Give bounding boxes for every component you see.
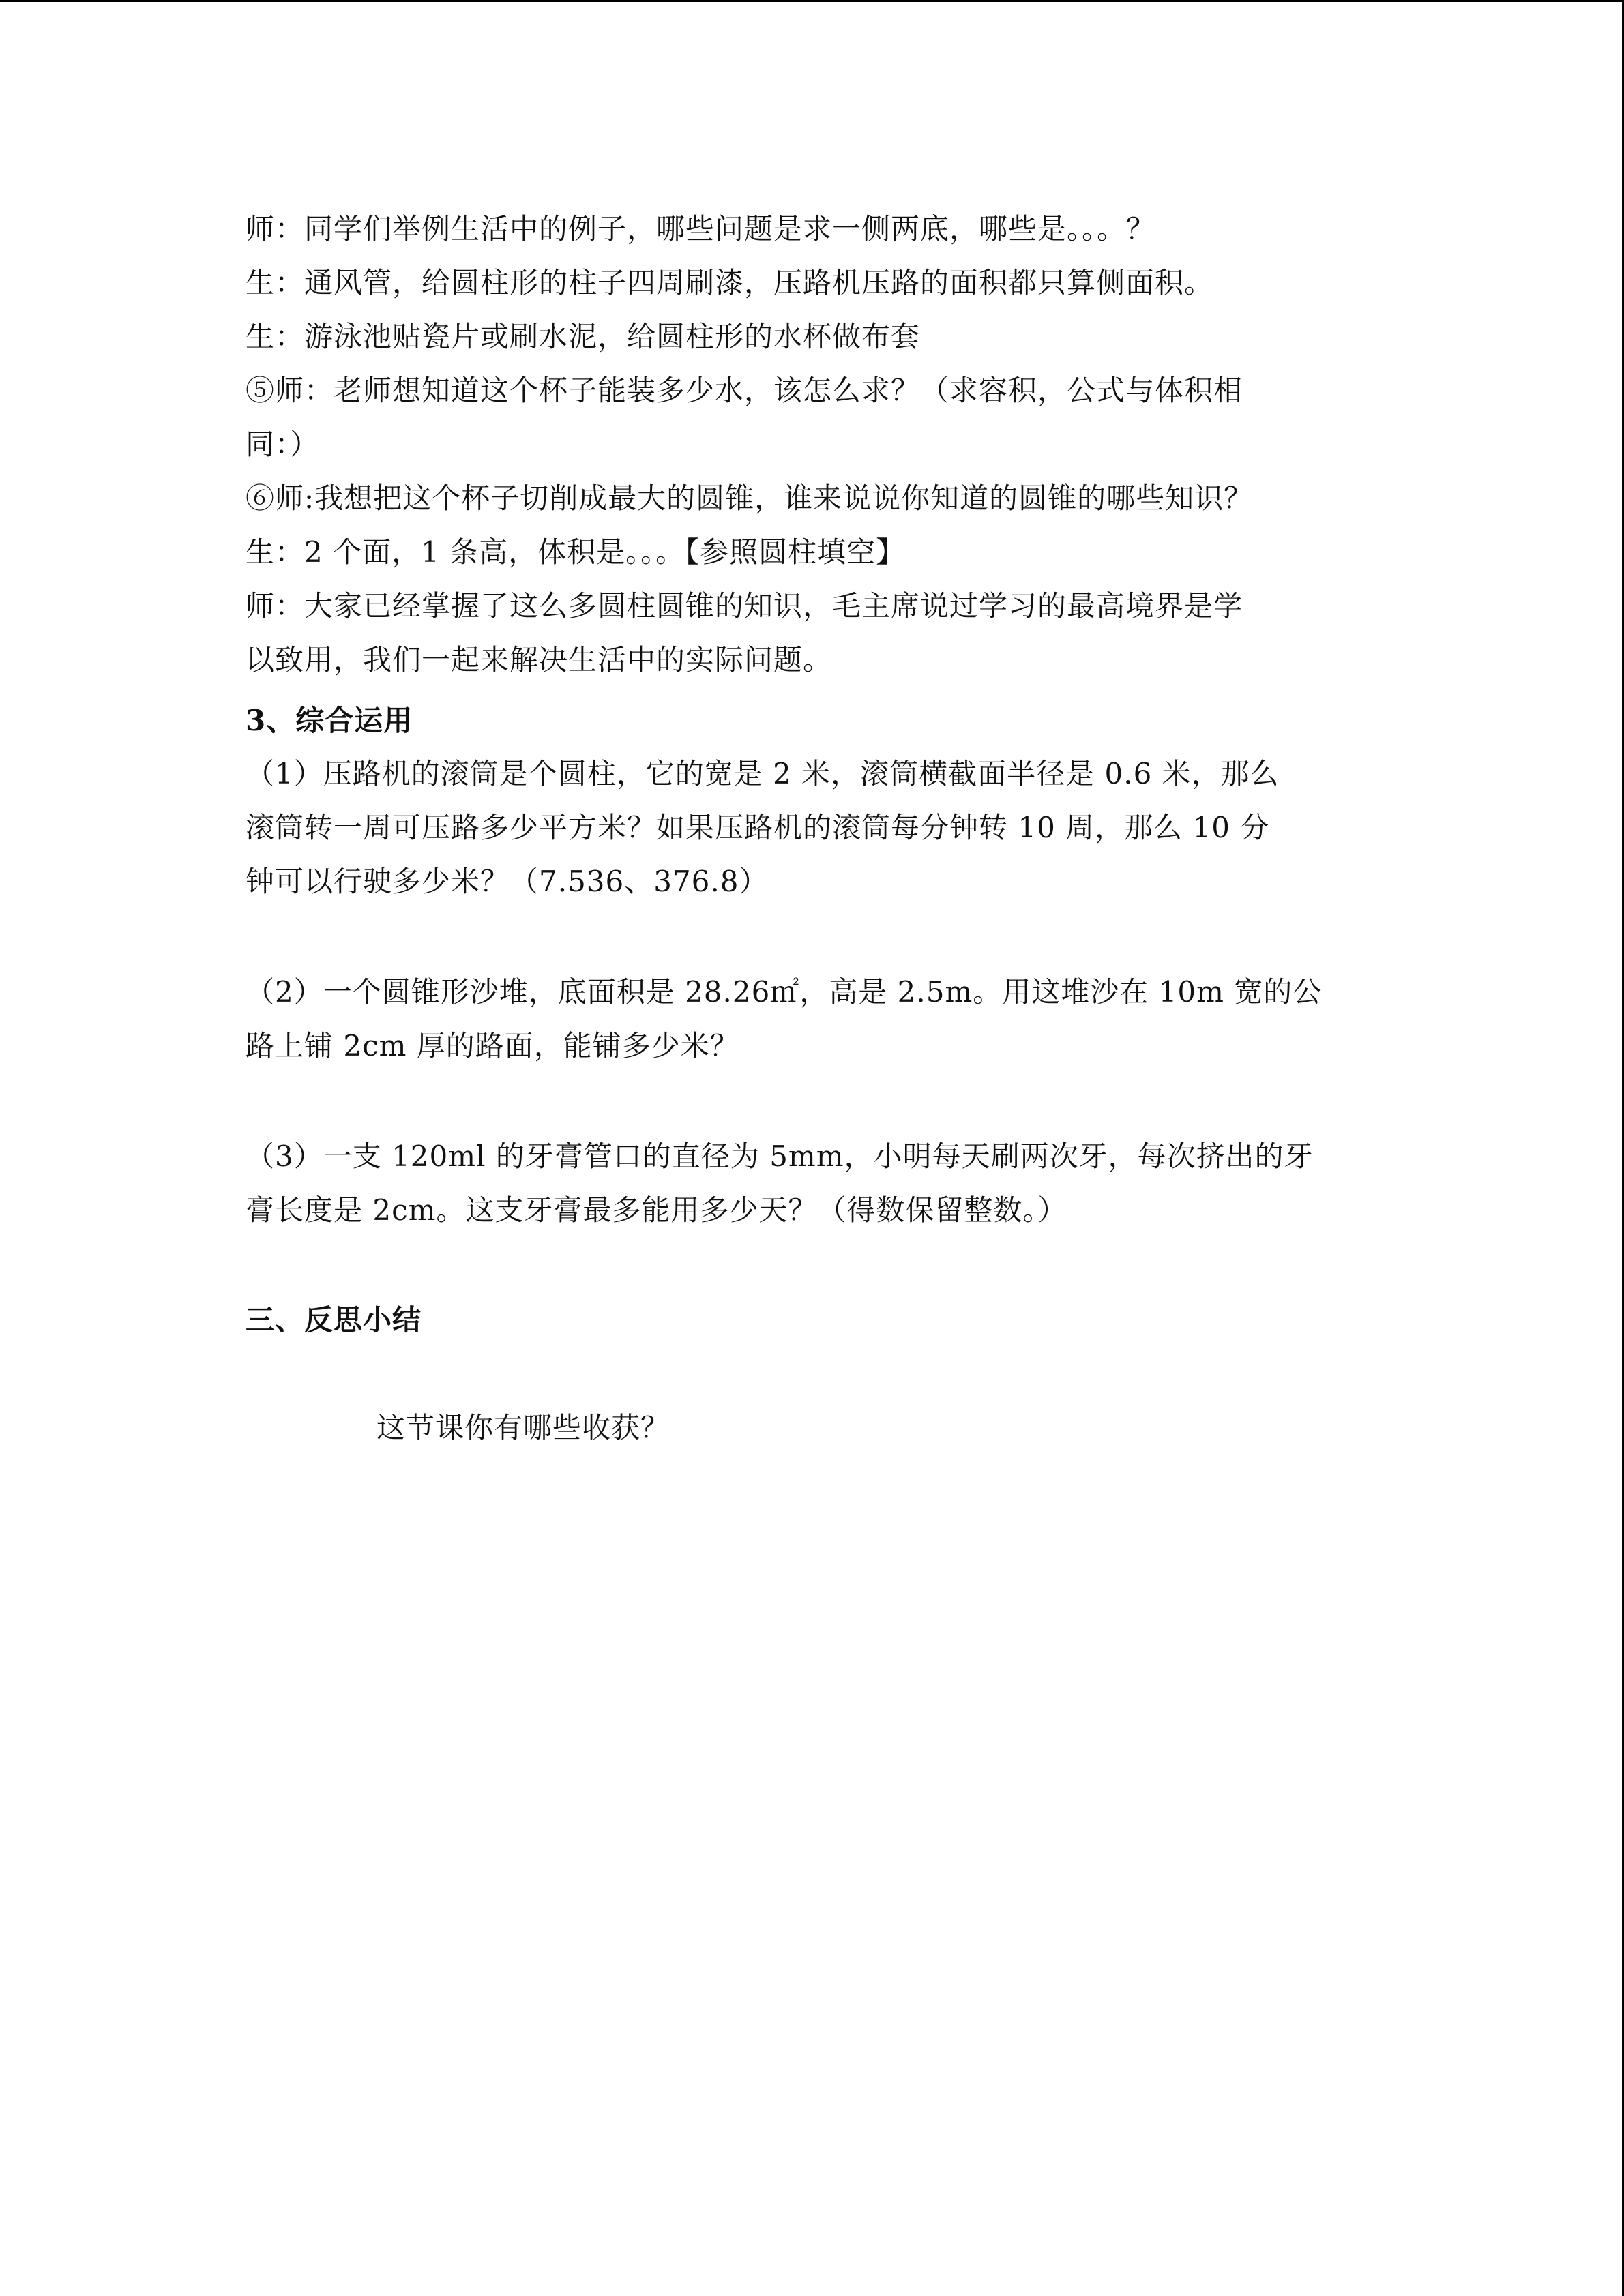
dialogue-line-teacher-2a: ⑤师：老师想知道这个杯子能装多少水，该怎么求？（求容积，公式与体积相 xyxy=(246,374,1243,407)
question-3-line-1: （3）一支 120ml 的牙膏管口的直径为 5mm，小明每天刷两次牙，每次挤出的牙 xyxy=(246,1139,1314,1173)
question-1-line-2: 滚筒转一周可压路多少平方米？如果压路机的滚筒每分钟转 10 周，那么 10 分 xyxy=(246,811,1270,844)
question-2-line-1: （2）一个圆锥形沙堆，底面积是 28.26㎡，高是 2.5m。用这堆沙在 10m 宽的公 xyxy=(246,975,1323,1009)
dialogue-line-student-2: 生：游泳池贴瓷片或刷水泥，给圆柱形的水杯做布套 xyxy=(246,320,921,353)
page-border-top xyxy=(0,0,1624,2)
dialogue-line-student-1: 生：通风管，给圆柱形的柱子四周刷漆，压路机压路的面积都只算侧面积。 xyxy=(246,266,1214,299)
summary-prompt: 这节课你有哪些收获？ xyxy=(377,1411,670,1444)
dialogue-line-teacher-2b: 同：） xyxy=(246,428,320,461)
dialogue-line-teacher-1: 师：同学们举例生活中的例子，哪些问题是求一侧两底，哪些是。。。？ xyxy=(246,212,1156,245)
dialogue-line-teacher-4a: 师：大家已经掌握了这么多圆柱圆锥的知识，毛主席说过学习的最高境界是学 xyxy=(246,589,1243,623)
section-heading-summary: 三、反思小结 xyxy=(246,1303,422,1337)
question-3-line-2: 膏长度是 2cm。这支牙膏最多能用多少天？（得数保留整数。） xyxy=(246,1193,1067,1227)
section-heading-application: 3、综合运用 xyxy=(246,704,413,737)
dialogue-line-student-3: 生：2 个面，1 条高，体积是。。。【参照圆柱填空】 xyxy=(246,535,906,569)
question-2-line-2: 路上铺 2cm 厚的路面，能铺多少米？ xyxy=(246,1029,739,1062)
question-1-line-1: （1）压路机的滚筒是个圆柱，它的宽是 2 米，滚筒横截面半径是 0.6 米，那么 xyxy=(246,757,1280,790)
question-1-line-3: 钟可以行驶多少米？（7.536、376.8） xyxy=(246,865,769,898)
dialogue-line-teacher-3: ⑥师:我想把这个杯子切削成最大的圆锥，谁来说说你知道的圆锥的哪些知识？ xyxy=(246,481,1254,515)
dialogue-line-teacher-4b: 以致用，我们一起来解决生活中的实际问题。 xyxy=(246,643,833,676)
